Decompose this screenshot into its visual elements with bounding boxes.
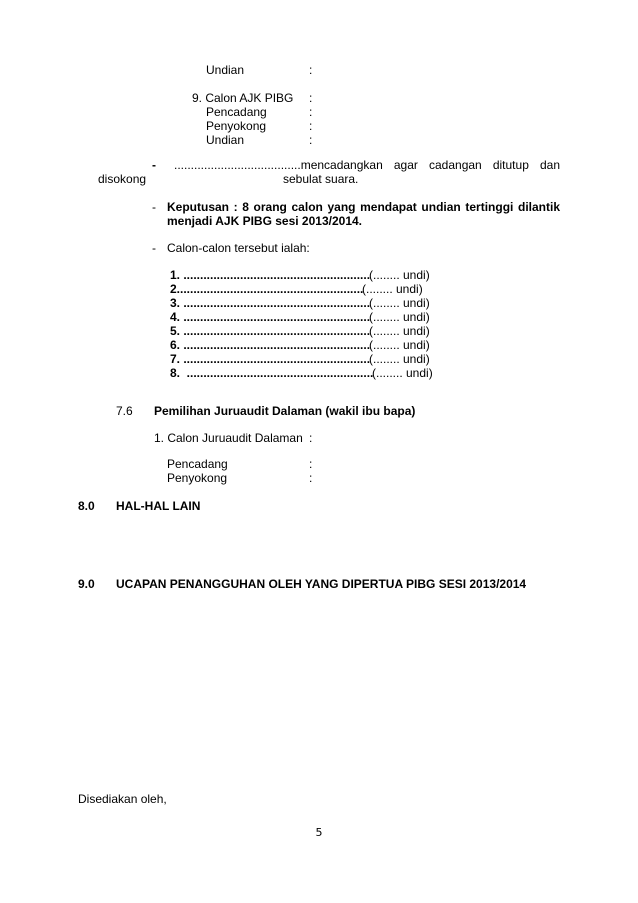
juruaudit-pencadang-label: Pencadang [167, 457, 228, 471]
juruaudit-penyokong-label: Penyokong [167, 471, 228, 485]
candidate-6-label: 6. ........................................................ [170, 338, 371, 352]
prepared-by: Disediakan oleh, [78, 792, 167, 806]
page-number: 5 [315, 826, 323, 839]
candidates-intro-dash: - [152, 241, 156, 255]
candidate-4-label: 4. ........................................................ [170, 310, 371, 324]
candidate-2-votes: (........ undi) [362, 282, 423, 296]
candidate-6-votes: (........ undi) [369, 338, 430, 352]
undian-label: Undian [206, 63, 245, 77]
juruaudit-item-colon: : [309, 431, 313, 445]
decision-line1: Keputusan : 8 orang calon yang mendapat undian tertinggi dilantik [167, 200, 560, 214]
candidate-8-label: 8. ........................................................ [170, 366, 374, 380]
motion-dash: - [152, 158, 156, 172]
motion-line2-right: sebulat suara. [283, 172, 359, 186]
decision-dash: - [152, 200, 156, 214]
candidate-1-label: 1. ........................................................ [170, 268, 371, 282]
undian-colon: : [309, 63, 313, 77]
section-9-number: 9.0 [78, 577, 95, 591]
candidate-8-votes: (........ undi) [372, 366, 433, 380]
juruaudit-penyokong-colon: : [309, 471, 313, 485]
motion-line2-left: disokong [98, 172, 147, 186]
penyokong-colon: : [309, 119, 313, 133]
section-7-6-title: Pemilihan Juruaudit Dalaman (wakil ibu bapa) [154, 404, 416, 418]
penyokong-label: Penyokong [206, 119, 267, 133]
candidate-1-votes: (........ undi) [369, 268, 430, 282]
calon-ajk-pibg-label: 9. Calon AJK PIBG [192, 91, 294, 105]
candidate-7-label: 7. ........................................................ [170, 352, 371, 366]
juruaudit-pencadang-colon: : [309, 457, 313, 471]
candidate-5-label: 5. ........................................................ [170, 324, 371, 338]
section-7-6-number: 7.6 [116, 404, 133, 418]
candidate-4-votes: (........ undi) [369, 310, 430, 324]
pencadang-colon: : [309, 105, 313, 119]
juruaudit-item-label: 1. Calon Juruaudit Dalaman [154, 431, 303, 445]
undian2-label: Undian [206, 133, 245, 147]
pencadang-label: Pencadang [206, 105, 267, 119]
candidate-5-votes: (........ undi) [369, 324, 430, 338]
motion-line1: ......................................mencadangkan agar cadangan ditutup dan [174, 158, 560, 172]
candidate-3-label: 3. ........................................................ [170, 296, 371, 310]
candidate-2-label: 2........................................................ [170, 282, 364, 296]
section-8-title: HAL-HAL LAIN [116, 499, 201, 513]
candidates-intro-text: Calon-calon tersebut ialah: [167, 241, 310, 255]
undian2-colon: : [309, 133, 313, 147]
calon-ajk-pibg-colon: : [309, 91, 313, 105]
section-9-title: UCAPAN PENANGGUHAN OLEH YANG DIPERTUA PIBG SESI 2013/2014 [116, 577, 527, 591]
candidate-3-votes: (........ undi) [369, 296, 430, 310]
decision-line2: menjadi AJK PIBG sesi 2013/2014. [167, 214, 362, 228]
section-8-number: 8.0 [78, 499, 95, 513]
candidate-7-votes: (........ undi) [369, 352, 430, 366]
